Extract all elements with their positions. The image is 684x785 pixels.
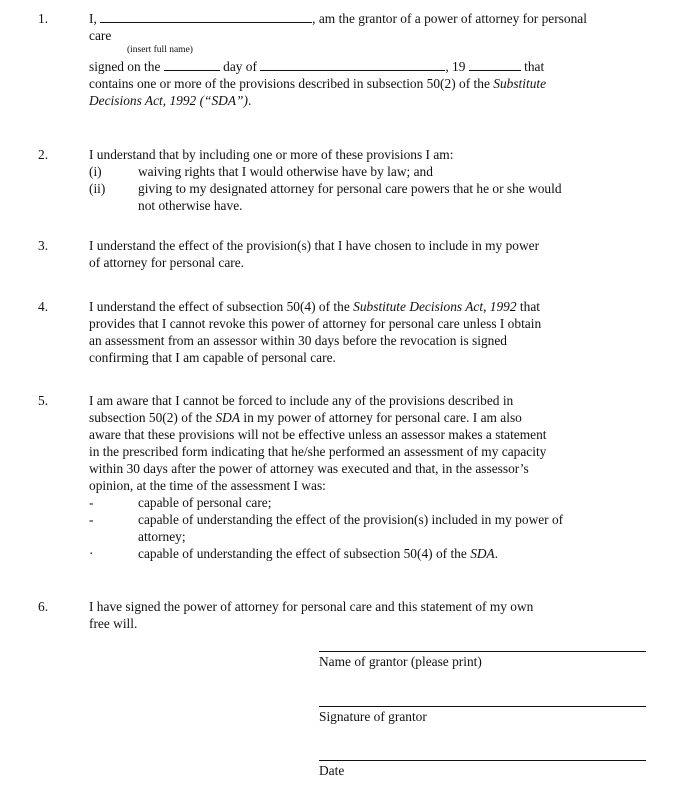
year-prefix: , 19 bbox=[445, 59, 466, 74]
date-line[interactable] bbox=[319, 760, 646, 761]
bullet-text: attorney; bbox=[138, 529, 186, 544]
text-line: I understand that by including one or more of these provisions I am: bbox=[89, 147, 454, 162]
bullet-marker: - bbox=[89, 495, 94, 510]
text-line: care bbox=[89, 28, 112, 43]
signed-on-label: signed on the bbox=[89, 59, 161, 74]
text-line: I have signed the power of attorney for personal care and this statement of my own bbox=[89, 599, 534, 614]
sub-marker: (ii) bbox=[89, 181, 106, 196]
text-line: contains one or more of the provisions described in subsection 50(2) of the bbox=[89, 76, 490, 91]
item-number: 6. bbox=[38, 599, 49, 614]
bullet-marker: · bbox=[89, 546, 94, 561]
text-line: I am aware that I cannot be forced to include any of the provisions described in bbox=[89, 393, 514, 408]
punctuation: . bbox=[494, 546, 499, 561]
date-label: Date bbox=[319, 763, 345, 778]
month-blank[interactable] bbox=[260, 58, 445, 71]
bullet-text: capable of personal care; bbox=[138, 495, 272, 510]
day-blank[interactable] bbox=[164, 58, 220, 71]
grantor-signature-label: Signature of grantor bbox=[319, 709, 427, 724]
act-title: Substitute Decisions Act, 1992 bbox=[353, 299, 517, 314]
text-line: an assessment from an assessor within 30 days before the revocation is signed bbox=[89, 333, 507, 348]
act-title: Substitute bbox=[493, 76, 547, 91]
text-line: of attorney for personal care. bbox=[89, 255, 245, 270]
item-number: 3. bbox=[38, 238, 49, 253]
text-line: that bbox=[519, 299, 541, 314]
grantor-text: , am the grantor of a power of attorney for personal bbox=[312, 11, 587, 26]
sub-marker: (i) bbox=[89, 164, 102, 179]
grantor-prefix: I, bbox=[89, 11, 97, 26]
text-line: subsection 50(2) of the bbox=[89, 410, 213, 425]
bullet-text bbox=[138, 545, 653, 562]
act-abbrev: SDA bbox=[470, 546, 495, 561]
item-number: 2. bbox=[38, 147, 49, 162]
punctuation: . bbox=[247, 93, 252, 108]
bullet-text: capable of understanding the effect of the provision(s) included in my power of bbox=[138, 512, 564, 527]
sub-text: waiving rights that I would otherwise have by law; and bbox=[138, 164, 433, 179]
item-number: 1. bbox=[38, 11, 49, 26]
text-line: within 30 days after the power of attorney was executed and that, in the assessor’s bbox=[89, 461, 529, 476]
grantor-signature-line[interactable] bbox=[319, 706, 646, 707]
text-line: in the prescribed form indicating that he/she performed an assessment of my capacity bbox=[89, 444, 547, 459]
grantor-name-label: Name of grantor (please print) bbox=[319, 654, 482, 669]
item-number: 4. bbox=[38, 299, 49, 314]
sub-text: not otherwise have. bbox=[138, 198, 243, 213]
text-line: opinion, at the time of the assessment I was: bbox=[89, 478, 326, 493]
text-line: in my power of attorney for personal care. I am also bbox=[243, 410, 522, 425]
act-title: Decisions Act, 1992 (“SDA”) bbox=[89, 93, 248, 108]
text-line: aware that these provisions will not be effective unless an assessor makes a statement bbox=[89, 427, 547, 442]
insert-note: (insert full name) bbox=[127, 45, 193, 55]
text-line: I understand the effect of subsection 50(4) of the bbox=[89, 299, 350, 314]
full-name-blank[interactable] bbox=[100, 10, 312, 23]
text-line: provides that I cannot revoke this power of attorney for personal care unless I obtain bbox=[89, 316, 542, 331]
day-of-label: day of bbox=[223, 59, 257, 74]
text-line: I understand the effect of the provision(s) that I have chosen to include in my power bbox=[89, 238, 540, 253]
grantor-name-line[interactable] bbox=[319, 651, 646, 652]
year-blank[interactable] bbox=[469, 58, 521, 71]
bullet-marker: - bbox=[89, 512, 94, 527]
sub-text: giving to my designated attorney for personal care powers that he or she would bbox=[138, 181, 562, 196]
that-label: that bbox=[524, 59, 545, 74]
text-line: confirming that I am capable of personal care. bbox=[89, 350, 336, 365]
text-line: free will. bbox=[89, 616, 138, 631]
act-abbrev: SDA bbox=[215, 410, 240, 425]
text-line: capable of understanding the effect of subsection 50(4) of the bbox=[138, 546, 467, 561]
item-number: 5. bbox=[38, 393, 49, 408]
